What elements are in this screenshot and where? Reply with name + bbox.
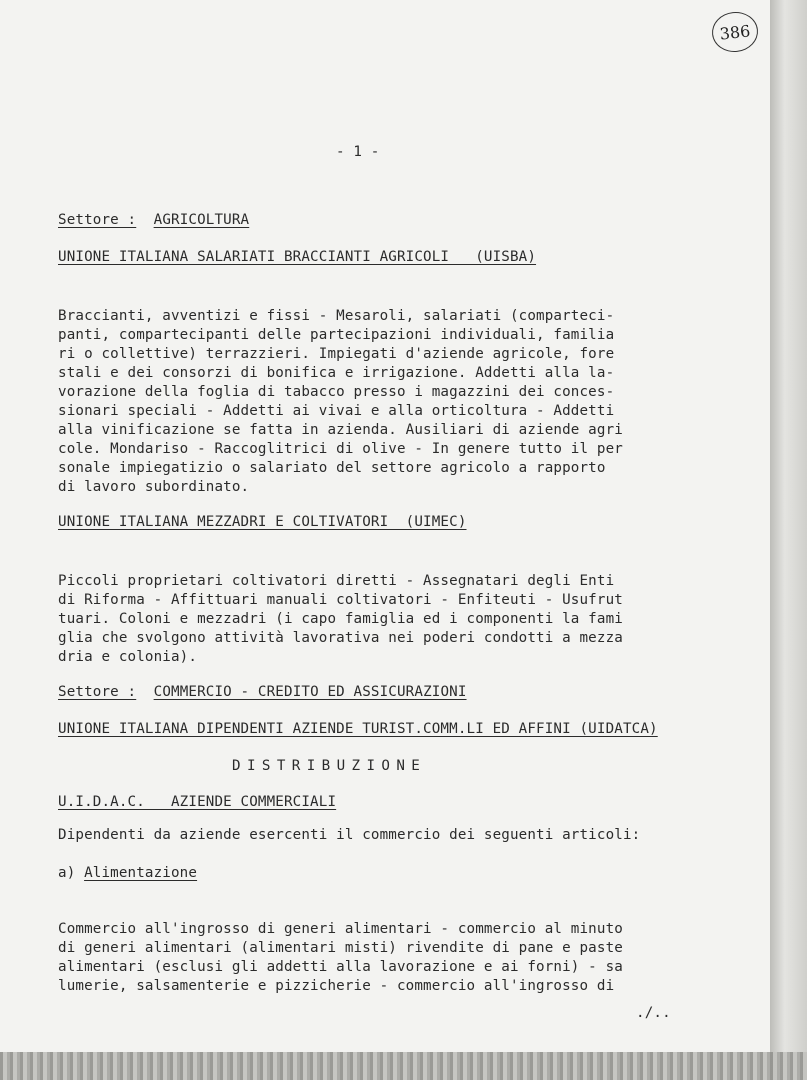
paragraph-line: Piccoli proprietari coltivatori diretti - Assegnatari degli Enti [58, 573, 615, 589]
paragraph-line: dria e colonia). [58, 649, 198, 665]
sector-label: Settore : [58, 212, 137, 228]
paragraph-line: di Riforma - Affittuari manuali coltivatori - Enfiteuti - Usufrut [58, 592, 623, 608]
scan-edge-bottom [0, 1052, 807, 1080]
paragraph-line: Commercio all'ingrosso di generi alimentari - commercio al minuto [58, 921, 623, 937]
sector-name: COMMERCIO - CREDITO ED ASSICURAZIONI [153, 684, 467, 700]
archive-stamp: 386 [710, 10, 760, 55]
scan-edge-right [770, 0, 807, 1080]
distribuzione-heading: DISTRIBUZIONE [232, 758, 427, 774]
alimentazione-subheading [58, 864, 197, 883]
paragraph-line: glia che svolgono attività lavorativa nei poderi condotti a mezza [58, 630, 623, 646]
continuation-mark: ./.. [636, 1005, 671, 1021]
sector-name: AGRICOLTURA [153, 212, 250, 228]
uisba-paragraph [58, 288, 623, 497]
paragraph-line: alla vinificazione se fatta in azienda. Ausiliari di aziende agri [58, 422, 623, 438]
sub-title: Alimentazione [84, 865, 198, 881]
page-number: - 1 - [336, 144, 380, 160]
paragraph-line: lumerie, salsamenterie e pizzicherie - commercio all'ingrosso di [58, 978, 615, 994]
paragraph-line: cole. Mondariso - Raccoglitrici di olive - In genere tutto il per [58, 441, 623, 457]
uidac-heading: U.I.D.A.C. AZIENDE COMMERCIALI [58, 794, 337, 810]
alimentazione-paragraph [58, 901, 623, 996]
paragraph-line: sonale impiegatizio o salariato del settore agricolo a rapporto [58, 460, 606, 476]
paragraph-line: panti, compartecipanti delle partecipazioni individuali, familia [58, 327, 615, 343]
paragraph-line: ri o collettive) terrazzieri. Impiegati d'aziende agricole, fore [58, 346, 615, 362]
paragraph-line: sionari speciali - Addetti ai vivai e alla orticoltura - Addetti [58, 403, 615, 419]
sector-commercio [58, 683, 467, 702]
paragraph-line: di generi alimentari (alimentari misti) rivendite di pane e paste [58, 940, 623, 956]
paragraph-line: alimentari (esclusi gli addetti alla lavorazione e ai forni) - sa [58, 959, 623, 975]
paragraph-line: vorazione della foglia di tabacco presso i magazzini dei conces- [58, 384, 615, 400]
uimec-heading: UNIONE ITALIANA MEZZADRI E COLTIVATORI (UIMEC) [58, 514, 467, 530]
sector-agricoltura [58, 211, 249, 230]
uisba-heading: UNIONE ITALIANA SALARIATI BRACCIANTI AGRICOLI (UISBA) [58, 249, 537, 265]
paragraph-line: stali e dei consorzi di bonifica e irrigazione. Addetti alla la- [58, 365, 615, 381]
sector-label: Settore : [58, 684, 137, 700]
sub-prefix: a) [58, 865, 85, 881]
uidac-intro: Dipendenti da aziende esercenti il commercio dei seguenti articoli: [58, 827, 641, 843]
paragraph-line: di lavoro subordinato. [58, 479, 250, 495]
uidatca-heading: UNIONE ITALIANA DIPENDENTI AZIENDE TURIST.COMM.LI ED AFFINI (UIDATCA) [58, 721, 658, 737]
paragraph-line: Braccianti, avventizi e fissi - Mesaroli, salariati (comparteci- [58, 308, 615, 324]
paragraph-line: tuari. Coloni e mezzadri (i capo famiglia ed i componenti la fami [58, 611, 623, 627]
uimec-paragraph [58, 553, 623, 667]
